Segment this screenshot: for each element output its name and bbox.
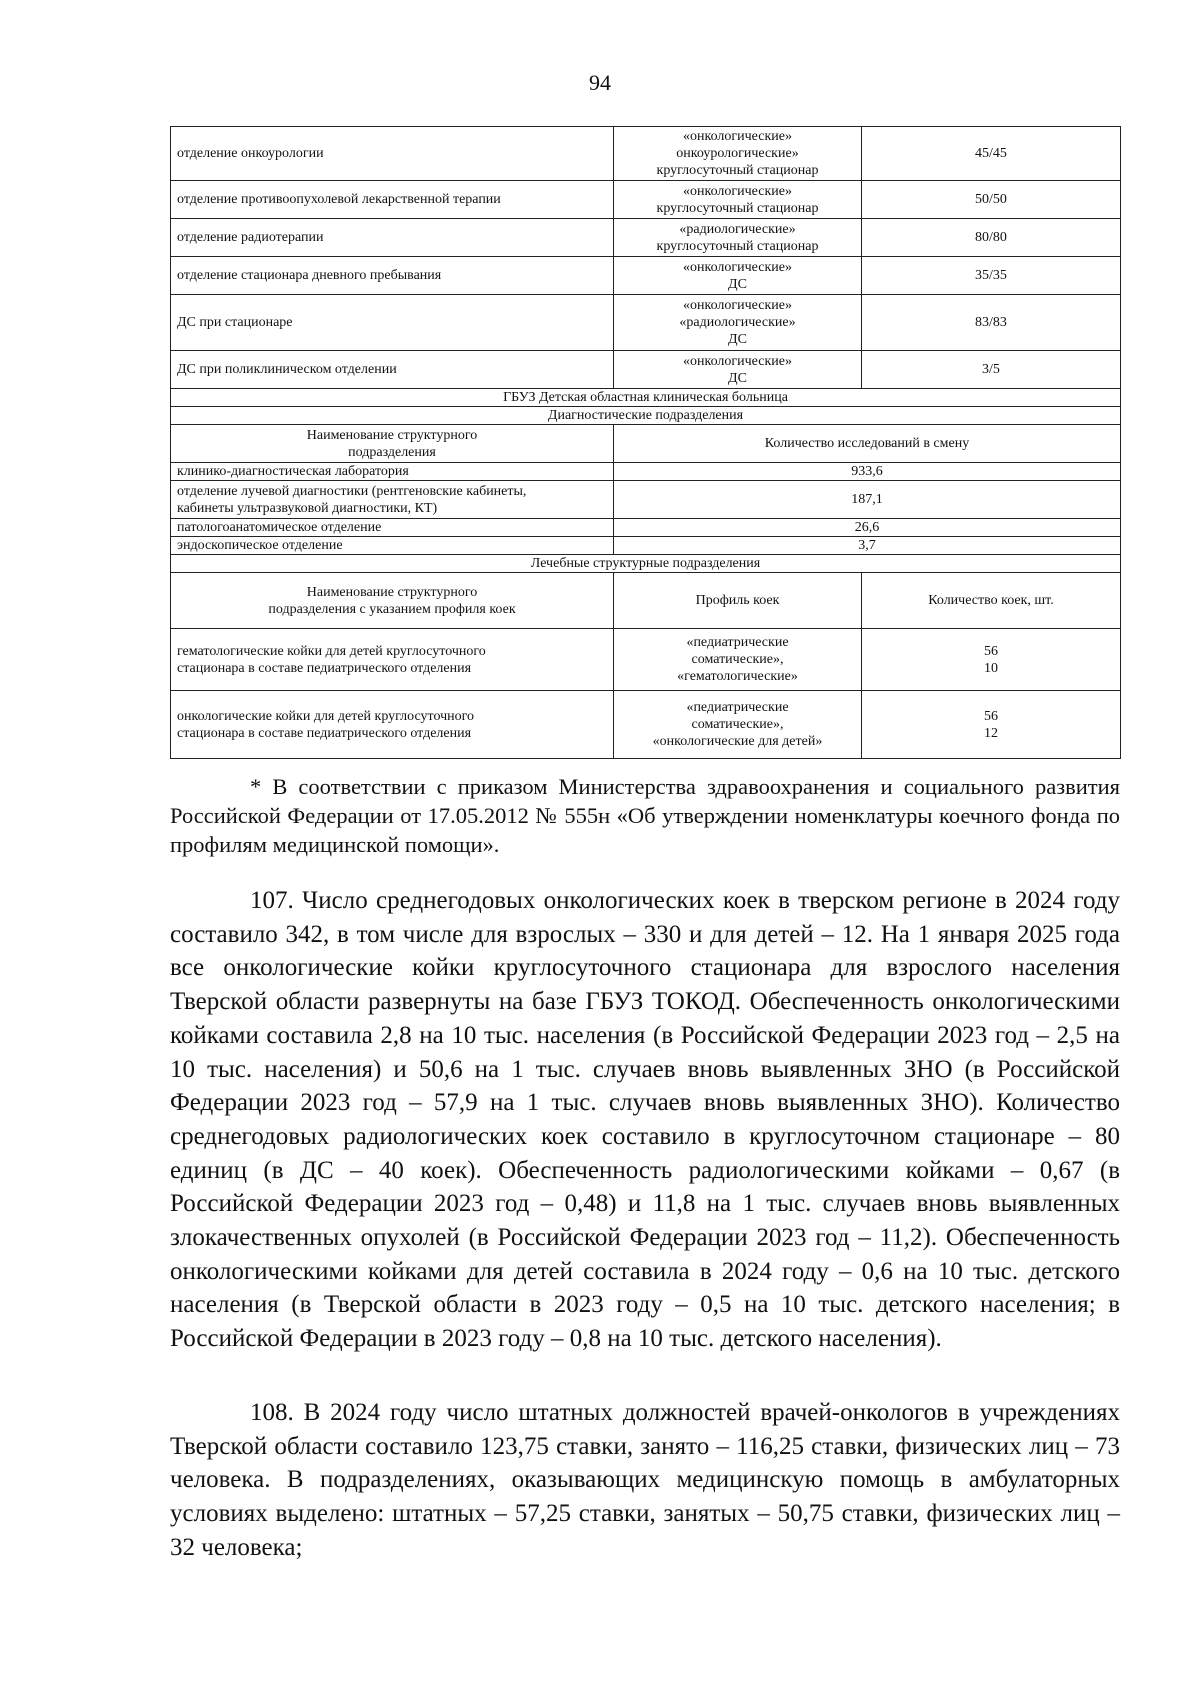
bed-count: 83/83 xyxy=(862,295,1121,351)
treatment-bed-profile: «педиатрические соматические», «онкологические для детей» xyxy=(614,691,862,759)
bed-count: 45/45 xyxy=(862,127,1121,181)
paragraph-107-text: 107. Число среднегодовых онкологических коек в тверском регионе в 2024 году составило 342, в том числе для взрослых – 330 и для детей – 12. На 1 января 2025 года все онкологические койки круглосуточного стационара для взрослого населения Тверской области развернуты на базе ГБУЗ ТОКОД. Обеспеченность онкологическими койками составила 2,8 на 10 тыс. населения (в Российской Федерации 2023 год – 2,5 на 10 тыс. населения) и 50,6 на 1 тыс. случаев вновь выявленных ЗНО (в Российской Федерации 2023 год – 57,9 на 1 тыс. случаев вновь выявленных ЗНО). Количество среднегодовых радиологических коек составило в круглосуточном стационаре – 80 единиц (в ДС – 40 коек). Обеспеченность радиологическими койками – 0,67 (в Российской Федерации 2023 год – 0,48) и 11,8 на 1 тыс. случаев вновь выявленных злокачественных опухолей (в Российской Федерации 2023 год – 11,2). Обеспеченность онкологическими койками для детей составила в 2024 году – 0,6 на 10 тыс. детского населения (в Тверской области в 2023 году – 0,5 на 10 тыс. детского населения; в Российской Федерации в 2023 году – 0,8 на 10 тыс. детского населения). xyxy=(170,887,1120,1353)
table-section-row xyxy=(171,389,1121,407)
diagnostic-value: 26,6 xyxy=(614,519,1121,537)
treatment-bed-count: 56 12 xyxy=(862,691,1121,759)
diagnostic-value: 187,1 xyxy=(614,481,1121,519)
diagnostic-value: 933,6 xyxy=(614,463,1121,481)
bed-profile: «онкологические» ДС xyxy=(614,351,862,389)
bed-count: 50/50 xyxy=(862,181,1121,219)
table-row xyxy=(171,691,1121,759)
treatment-bed-profile: «педиатрические соматические», «гематологические» xyxy=(614,629,862,691)
diagnostic-value: 3,7 xyxy=(614,537,1121,555)
table-row xyxy=(171,127,1121,181)
table-header-row xyxy=(171,573,1121,629)
unit-name: отделение стационара дневного пребывания xyxy=(171,257,614,295)
bed-count: 3/5 xyxy=(862,351,1121,389)
treatment-unit-name: онкологические койки для детей круглосуточного стационара в составе педиатрического отделения xyxy=(171,691,614,759)
table-row xyxy=(171,257,1121,295)
paragraph-107 xyxy=(170,884,1120,1356)
table-section-row xyxy=(171,555,1121,573)
bed-profile: «радиологические» круглосуточный стационар xyxy=(614,219,862,257)
diagnostic-name-header: Наименование структурного подразделения xyxy=(171,425,614,463)
bed-profile: «онкологические» онкоурологические» круглосуточный стационар xyxy=(614,127,862,181)
diagnostic-section-title: Диагностические подразделения xyxy=(171,407,1121,425)
bed-profile: «онкологические» ДС xyxy=(614,257,862,295)
table-row xyxy=(171,629,1121,691)
diagnostic-unit-name: клинико-диагностическая лаборатория xyxy=(171,463,614,481)
beds-table xyxy=(170,126,1121,759)
unit-name: отделение онкоурологии xyxy=(171,127,614,181)
diagnostic-unit-name: эндоскопическое отделение xyxy=(171,537,614,555)
table-header-row xyxy=(171,425,1121,463)
treatment-bed-count: 56 10 xyxy=(862,629,1121,691)
diagnostic-unit-name: патологоанатомическое отделение xyxy=(171,519,614,537)
diagnostic-count-header: Количество исследований в смену xyxy=(614,425,1121,463)
table-row xyxy=(171,519,1121,537)
bed-count: 80/80 xyxy=(862,219,1121,257)
table-row xyxy=(171,481,1121,519)
unit-name: ДС при поликлиническом отделении xyxy=(171,351,614,389)
bed-profile: «онкологические» круглосуточный стационар xyxy=(614,181,862,219)
table-section-row xyxy=(171,407,1121,425)
treatment-section-title: Лечебные структурные подразделения xyxy=(171,555,1121,573)
page-number: 94 xyxy=(589,70,611,95)
unit-name: отделение радиотерапии xyxy=(171,219,614,257)
unit-name: ДС при стационаре xyxy=(171,295,614,351)
table-row xyxy=(171,463,1121,481)
treatment-name-header: Наименование структурного подразделения с указанием профиля коек xyxy=(171,573,614,629)
table-row xyxy=(171,295,1121,351)
table-row xyxy=(171,537,1121,555)
diagnostic-unit-name: отделение лучевой диагностики (рентгеновские кабинеты, кабинеты ультразвуковой диагностики, КТ) xyxy=(171,481,614,519)
treatment-unit-name: гематологические койки для детей круглосуточного стационара в составе педиатрического отделения xyxy=(171,629,614,691)
table-row xyxy=(171,219,1121,257)
paragraph-108-text: 108. В 2024 году число штатных должностей врачей-онкологов в учреждениях Тверской области составило 123,75 ставки, занято – 116,25 ставки, физических лиц – 73 человека. В подразделениях, оказывающих медицинскую помощь в амбулаторных условиях выделено: штатных – 57,25 ставки, занятых – 50,75 ставки, физических лиц – 32 человека; xyxy=(170,1399,1120,1561)
table-row xyxy=(171,181,1121,219)
footnote-text: * В соответствии с приказом Министерства здравоохранения и социального развития Российской Федерации от 17.05.2012 № 555н «Об утверждении номенклатуры коечного фонда по профилям медицинской помощи». xyxy=(170,774,1120,857)
footnote xyxy=(170,772,1120,859)
unit-name: отделение противоопухолевой лекарственной терапии xyxy=(171,181,614,219)
table-row xyxy=(171,351,1121,389)
paragraph-108 xyxy=(170,1396,1120,1565)
treatment-count-header: Количество коек, шт. xyxy=(862,573,1121,629)
treatment-profile-header: Профиль коек xyxy=(614,573,862,629)
bed-count: 35/35 xyxy=(862,257,1121,295)
bed-profile: «онкологические» «радиологические» ДС xyxy=(614,295,862,351)
hospital-title: ГБУЗ Детская областная клиническая больница xyxy=(171,389,1121,407)
